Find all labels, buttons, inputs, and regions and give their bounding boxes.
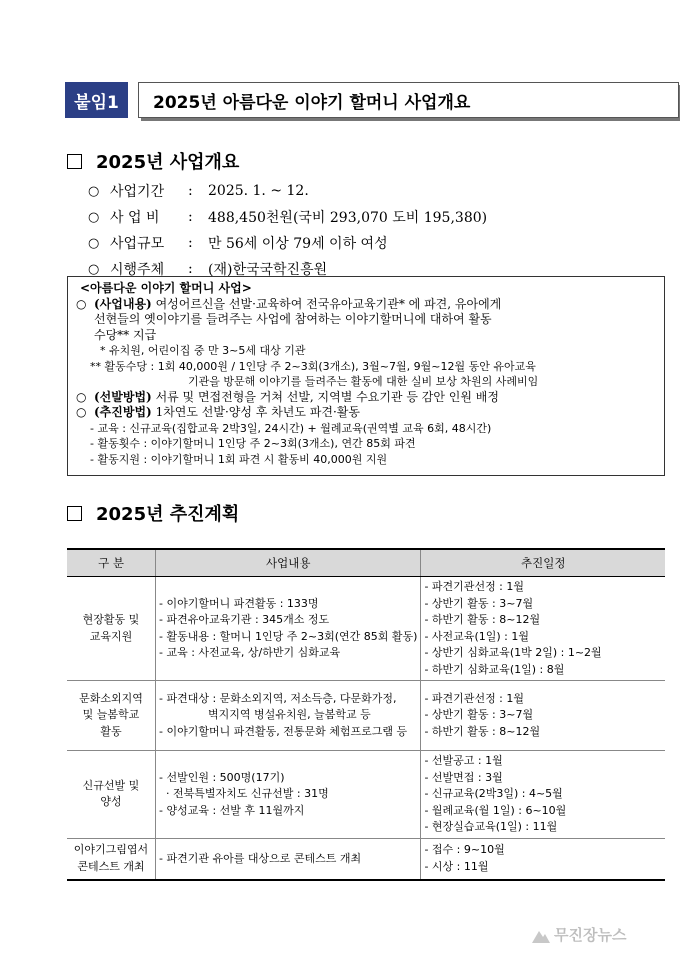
overview-list xyxy=(88,178,487,282)
plan-table xyxy=(67,548,665,881)
overview-value: 488,450천원(국비 293,070 도비 195,380) xyxy=(208,210,488,226)
overview-row: ○ 사업기간 : 2025. 1. ~ 12. xyxy=(88,183,309,200)
cell-text: - 접수 : 9~10월 - 시상 : 11월 xyxy=(424,843,505,873)
circle-bullet-icon: ○ xyxy=(88,183,100,199)
content-cell xyxy=(156,838,421,880)
circle-bullet-icon: ○ xyxy=(88,261,100,277)
table-row xyxy=(67,751,665,839)
cell-text: 현장활동 및 교육지원 xyxy=(82,613,140,643)
watermark-text: 무진장뉴스 xyxy=(554,926,627,944)
schedule-cell xyxy=(421,681,665,751)
info-item-text: 여성어르신을 선발·교육하여 전국유아교육기관* 에 파견, 유아에게 xyxy=(155,296,502,311)
circle-bullet-icon: ○ xyxy=(88,209,100,225)
info-item-continuation: 수당** 지급 xyxy=(94,327,157,342)
cell-text: 이야기그림엽서 콘테스트 개최 xyxy=(73,843,149,873)
content-cell xyxy=(156,681,421,751)
cell-text: - 이야기할머니 파견활동 : 133명 - 파견유아교육기관 : 345개소 정도 - 활동내용 : 할머니 1인당 주 2~3회(연간 85회 활동) - 교육 : 사전교육, 상/하반기 심화교육 xyxy=(159,596,418,659)
cell-text: - 파견기관선정 : 1월 - 상반기 활동 : 3~7월 - 하반기 활동 : 8~12월 xyxy=(424,691,541,738)
circle-bullet-icon: ○ xyxy=(76,296,87,311)
info-item-heading: (추진방법) xyxy=(94,405,152,419)
overview-label: 시행주체 xyxy=(110,262,165,278)
schedule-cell xyxy=(421,838,665,880)
section-title: 2025년 사업개요 xyxy=(96,152,240,173)
footnote-continuation: 기관을 방문해 이야기를 들려주는 활동에 대한 실비 보상 차원의 사례비임 xyxy=(188,375,539,388)
content-cell xyxy=(156,751,421,839)
detail-line: - 활동지원 : 이야기할머니 1회 파견 시 활동비 40,000원 지원 xyxy=(90,452,388,466)
info-item-text: 서류 및 면접전형을 거쳐 선발, 지역별 수요기관 등 감안 인원 배정 xyxy=(155,389,499,404)
overview-label: 사 업 비 xyxy=(110,210,160,226)
overview-value: (재)한국국학진흥원 xyxy=(208,262,328,278)
info-item-heading: (선발방법) xyxy=(94,389,152,404)
section-heading-plan xyxy=(67,500,239,526)
circle-bullet-icon: ○ xyxy=(76,405,87,419)
info-item-heading: (사업내용) xyxy=(94,296,152,311)
column-header: 사업내용 xyxy=(156,549,421,577)
schedule-cell xyxy=(421,577,665,681)
program-info-box xyxy=(67,276,665,476)
table-row xyxy=(67,681,665,751)
info-item-selection xyxy=(76,390,656,406)
info-box-title: <아름다운 이야기 할머니 사업> xyxy=(80,281,252,295)
cell-text: - 파견기관 유아를 대상으로 콘테스트 개최 xyxy=(159,851,362,865)
footnote: * 유치원, 어린이집 중 만 3~5세 대상 기관 xyxy=(100,344,306,357)
category-cell xyxy=(67,751,156,839)
document-header xyxy=(65,80,679,120)
cell-text: - 선발인원 : 500명(17기) · 전북특별자치도 신규선발 : 31명 - 양성교육 : 선발 후 11월까지 xyxy=(159,770,329,817)
detail-line: - 교육 : 신규교육(집합교육 2박3일, 24시간) + 월례교육(권역별 교육 6회, 48시간) xyxy=(90,421,492,435)
overview-label: 사업규모 xyxy=(110,236,165,252)
watermark xyxy=(532,924,626,945)
column-header: 구 분 xyxy=(67,549,156,577)
table-row xyxy=(67,577,665,681)
info-item-content xyxy=(76,297,656,313)
square-bullet-icon xyxy=(67,154,82,169)
square-bullet-icon xyxy=(67,506,82,521)
overview-label: 사업기간 xyxy=(110,184,165,200)
cell-text: 문화소외지역 및 늘봄학교 활동 xyxy=(79,691,143,738)
mountain-logo-icon xyxy=(532,927,550,943)
category-cell xyxy=(67,838,156,880)
section-heading-overview xyxy=(67,148,239,174)
attachment-badge: 붙임1 xyxy=(65,82,128,118)
overview-row: ○ 사업규모 : 만 56세 이상 79세 이하 여성 xyxy=(88,235,388,252)
schedule-cell xyxy=(421,751,665,839)
table-row xyxy=(67,838,665,880)
cell-text: - 선발공고 : 1월 - 선발면접 : 3월 - 신규교육(2박3일) : 4~5월 - 월례교육(월 1일) : 6~10월 - 현장실습교육(1일) : 11월 xyxy=(424,754,567,833)
circle-bullet-icon: ○ xyxy=(88,235,100,251)
overview-value: 만 56세 이상 79세 이하 여성 xyxy=(208,236,388,252)
info-item-continuation: 선현들의 옛이야기를 들려주는 사업에 참여하는 이야기할머니에 대하여 활동 xyxy=(94,312,492,326)
info-item-text: 1차연도 선발·양성 후 차년도 파견·활동 xyxy=(155,405,360,419)
content-cell xyxy=(156,577,421,681)
table-header-row xyxy=(67,549,665,577)
overview-row: ○ 시행주체 : (재)한국국학진흥원 xyxy=(88,261,328,278)
category-cell xyxy=(67,681,156,751)
overview-value: 2025. 1. ~ 12. xyxy=(208,183,309,199)
column-header: 추진일정 xyxy=(421,549,665,577)
cell-text: - 파견대상 : 문화소외지역, 저소득층, 다문화가정, 벽지지역 병설유치원, 늘봄학교 등 - 이야기할머니 파견활동, 전통문화 체험프로그램 등 xyxy=(159,691,408,738)
category-cell xyxy=(67,577,156,681)
document-title: 2025년 아름다운 이야기 할머니 사업개요 xyxy=(138,82,679,118)
circle-bullet-icon: ○ xyxy=(76,389,87,404)
overview-row: ○ 사 업 비 : 488,450천원(국비 293,070 도비 195,380) xyxy=(88,209,488,226)
cell-text: 신규선발 및 양성 xyxy=(82,778,140,809)
section-title: 2025년 추진계획 xyxy=(96,504,240,525)
footnote: ** 활동수당 : 1회 40,000원 / 1인당 주 2~3회(3개소), 3월~7월, 9월~12월 동안 유아교육 xyxy=(90,359,536,373)
info-item-method xyxy=(76,405,656,421)
cell-text: - 파견기관선정 : 1월 - 상반기 활동 : 3~7월 - 하반기 활동 : 8~12월 - 사전교육(1일) : 1월 - 상반기 심화교육(1박 2일) : 1~2월 - 하반기 심화교육(1일) : 8월 xyxy=(424,580,602,676)
detail-line: - 활동횟수 : 이야기할머니 1인당 주 2~3회(3개소), 연간 85회 파견 xyxy=(90,437,416,450)
